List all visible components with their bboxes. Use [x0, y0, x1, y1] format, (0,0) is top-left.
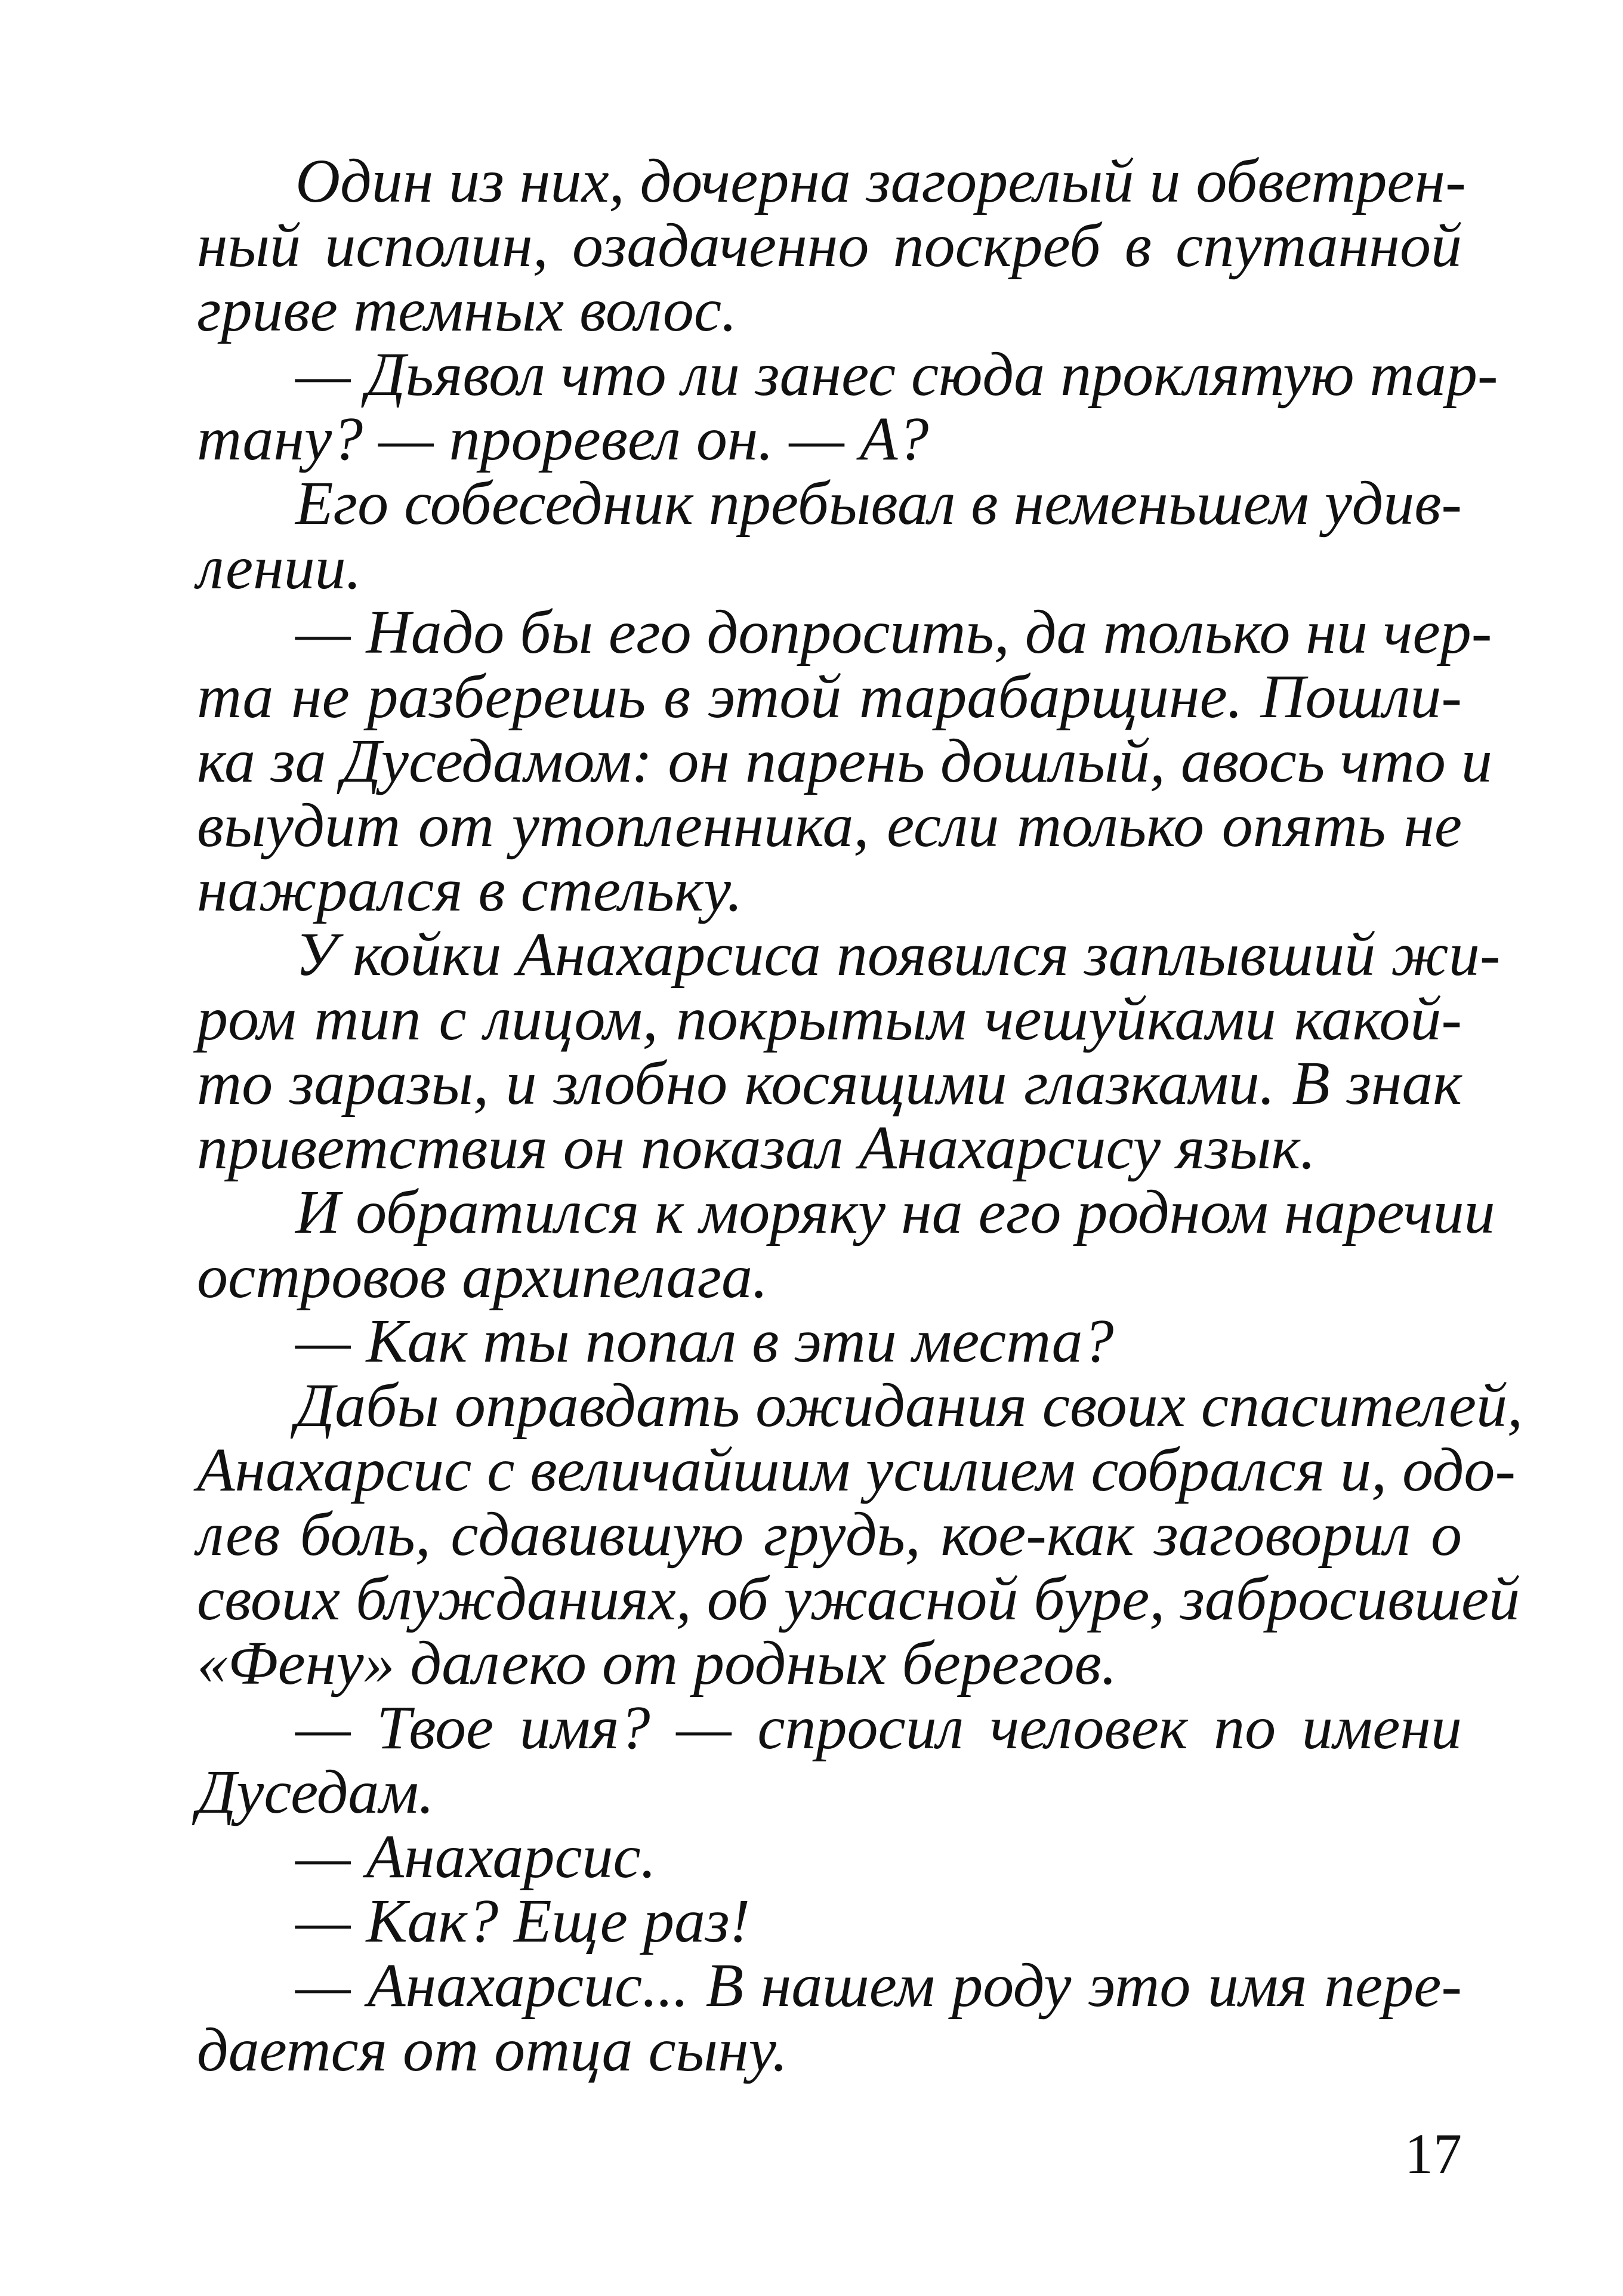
text-line: — Как? Еще раз!	[295, 1887, 751, 1955]
text-line: И обратился к моряку на его родном наречии	[295, 1178, 1495, 1246]
text-line: лев боль, сдавившую грудь, кое-как заговорил о	[197, 1500, 1462, 1569]
text-line: ром тип с лицом, покрытым чешуйками какой-	[197, 985, 1462, 1053]
text-line: нажрался в стельку.	[197, 856, 743, 924]
text-line: приветствия он показал Анахарсису язык.	[197, 1113, 1316, 1182]
page-number: 17	[1405, 2122, 1462, 2186]
text-line: — Надо бы его допросить, да только ни чер-	[295, 598, 1492, 666]
text-line: Дуседам.	[197, 1758, 434, 1826]
text-line: — Дьявол что ли занес сюда проклятую тар-	[295, 340, 1498, 409]
text-line: выудит от утопленника, если только опять не	[197, 791, 1462, 860]
text-line: дается от отца сыну.	[197, 2016, 788, 2084]
text-line: — Анахарсис.	[295, 1822, 656, 1891]
text-line: «Фену» далеко от родных берегов.	[197, 1629, 1117, 1698]
text-line: ный исполин, озадаченно поскреб в спутанной	[197, 211, 1462, 280]
text-line: лении.	[197, 533, 362, 602]
text-line: — Как ты попал в эти места?	[295, 1307, 1114, 1375]
text-line: Анахарсис с величайшим усилием собрался и, одо-	[197, 1436, 1516, 1504]
body-text	[197, 147, 1523, 2084]
text-line: У койки Анахарсиса появился заплывший жи-	[295, 920, 1501, 989]
text-line: тану? — проревел он. — А?	[197, 405, 929, 473]
text-line: Дабы оправдать ожидания своих спасителей,	[295, 1371, 1523, 1440]
text-line: своих блужданиях, об ужасной буре, забросившей	[197, 1564, 1520, 1633]
text-line: — Анахарсис... В нашем роду это имя пере-	[295, 1951, 1462, 2020]
text-line: Его собеседник пребывал в неменьшем удив-	[295, 469, 1462, 538]
text-line: Один из них, дочерна загорелый и обветрен-	[295, 147, 1466, 215]
text-line: островов архипелага.	[197, 1242, 769, 1311]
text-line: гриве темных волос.	[197, 276, 738, 344]
text-line: та не разберешь в этой тарабарщине. Пошли-	[197, 662, 1462, 731]
text-line: то заразы, и злобно косящими глазками. В знак	[197, 1049, 1462, 1118]
text-line: — Твое имя? — спросил человек по имени	[295, 1693, 1462, 1762]
text-line: ка за Дуседамом: он парень дошлый, авось что и	[197, 727, 1492, 795]
